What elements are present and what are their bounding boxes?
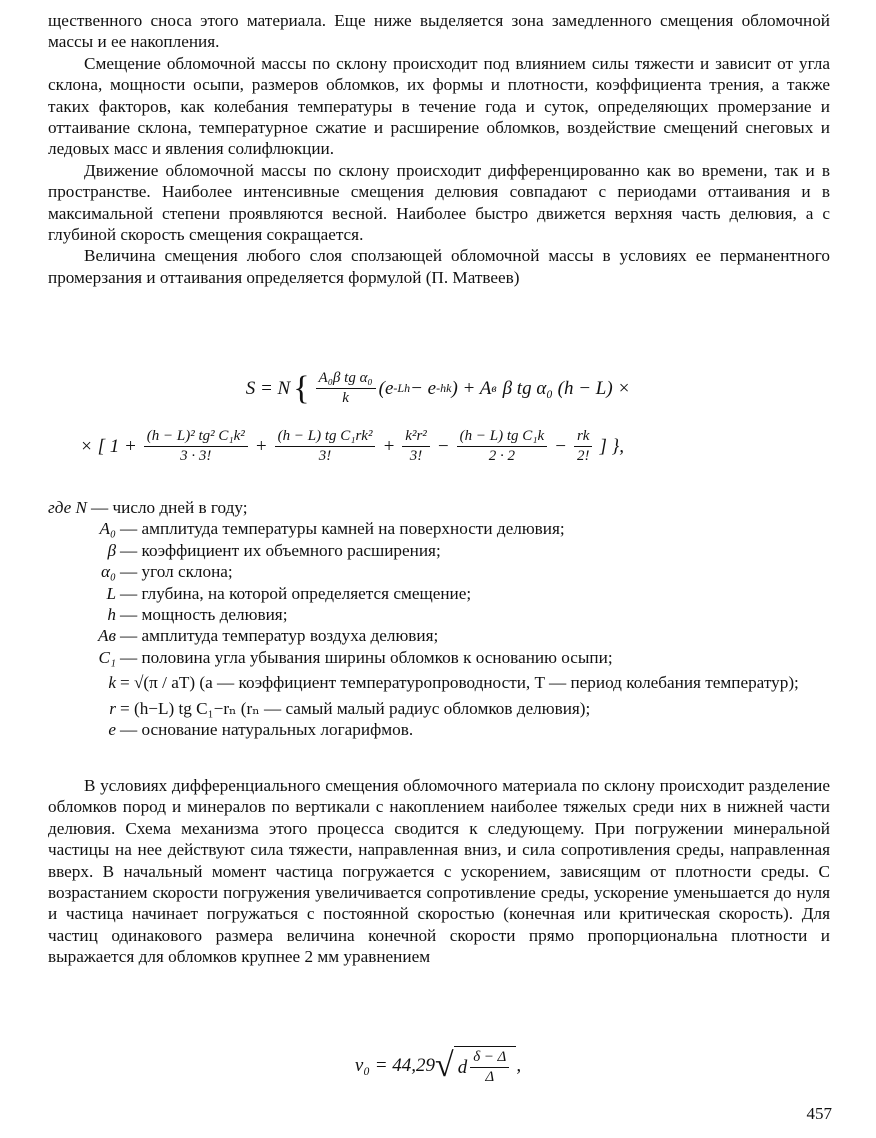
definition-text: — основание натуральных логарифмов.: [120, 720, 414, 740]
definition-row: [48, 561, 838, 582]
page-number: 457: [806, 1104, 832, 1123]
fraction: [144, 428, 248, 465]
definition-symbol: β: [107, 540, 116, 560]
definition-text: = √(π / aT) (a — коэффициент температуропроводности, T — период колебания температур);: [120, 673, 799, 693]
brace-open: {: [293, 369, 310, 407]
definition-symbol: h: [107, 605, 116, 625]
operator: −: [554, 435, 567, 457]
fraction: [402, 428, 430, 465]
numerator: rk: [574, 428, 593, 447]
denominator: Δ: [485, 1069, 495, 1085]
definition-text: — половина угла убывания ширины обломков к основанию осыпи;: [120, 647, 613, 667]
definition-symbol: L: [106, 583, 116, 603]
formula-lhs: S = N: [245, 377, 291, 399]
numerator: (h − L) tg C₁k: [457, 428, 548, 447]
paragraph: Движение обломочной массы по склону происходит дифференцированно как во времени, так и в пространстве. Наиболее интенсивные смещения делювия совпадают с периодами оттаивания и в максимальной степени проявляются весной. Наиболее быстро движется верхняя часть делювия, а с глубиной скорость смещения сокращается.: [48, 160, 830, 245]
numerator: (h − L) tg C₁rk²: [275, 428, 376, 447]
exp-part: (e: [378, 377, 394, 399]
formula-displacement-line2: [80, 428, 800, 465]
numerator: A₀β tg α₀: [316, 370, 376, 389]
definition-row: [48, 497, 838, 518]
definition-text: — угол склона;: [120, 562, 233, 582]
definition-symbol: α₀: [101, 562, 116, 582]
operator: −: [436, 435, 450, 457]
definition-text: = (h−L) tg C₁−rₙ (rₙ — самый малый радиус обломков делювия);: [120, 698, 591, 718]
body-text-top: [48, 10, 830, 288]
definition-row: [48, 625, 838, 646]
square-root: [435, 1046, 516, 1086]
formula-terminal-velocity: [0, 1046, 876, 1086]
fraction: [457, 428, 548, 465]
paragraph: Величина смещения любого слоя сползающей обломочной массы в условиях ее перманентного промерзания и оттаивания определяется формулой (П. Матвеев): [48, 246, 830, 287]
definition-row: [48, 604, 838, 625]
definition-row: [48, 540, 838, 561]
definition-symbol: e: [108, 720, 116, 740]
definition-text: — глубина, на которой определяется смещение;: [120, 583, 472, 603]
definition-symbol: C₁: [98, 647, 116, 667]
definition-row: [48, 719, 838, 740]
bracket-lead: × [ 1 +: [80, 435, 137, 457]
definition-row: [48, 647, 838, 668]
definition-symbol: Aв: [98, 626, 116, 646]
definition-text: — коэффициент их объемного расширения;: [120, 540, 441, 560]
fraction: [574, 428, 593, 465]
formula-end: ,: [516, 1055, 522, 1076]
formula-lhs: v₀ = 44,29: [354, 1055, 436, 1076]
definition-row: [48, 518, 838, 539]
denominator: 3 · 3!: [180, 448, 212, 464]
close-part: ) + A: [451, 377, 492, 399]
numerator: (h − L)² tg² C₁k²: [144, 428, 248, 447]
paragraph: В условиях дифференциального смещения обломочного материала по склону происходит разделение обломков пород и минералов по вертикали с накоплением наиболее тяжелых среди них в нижней части делювия. Схема механизма этого процесса сводится к следующему. При погружении минеральной частицы на нее действуют сила тяжести, направленная вниз, и сила сопротивления среды, направленная вверх. В начальный момент частица погружается с ускорением, зависящим от плотности среды. С возрастанием скорости погружения увеличивается сопротивление среды, ускорение уменьшается до нуля и частица начинает погружаться с постоянной скоростью (конечная или критическая скорость). Для частиц одинакового размера величина конечной скорости прямо пропорциональна плотности и выражается для обломков крупнее 2 мм уравнением: [48, 776, 830, 967]
denominator: 2 · 2: [488, 448, 515, 464]
operator: +: [382, 435, 396, 457]
definition-symbol: k: [108, 673, 116, 693]
definition-symbol: r: [109, 698, 116, 718]
exponent: -Lh: [393, 381, 411, 395]
denominator: 2!: [576, 448, 590, 464]
paragraph: щественного сноса этого материала. Еще ниже выделяется зона замедленного смещения обломочной массы и ее накопления.: [48, 11, 830, 52]
definition-symbol: где N: [48, 498, 87, 517]
symbol-definitions: [48, 497, 838, 740]
operator: +: [254, 435, 268, 457]
definition-row: [48, 698, 838, 719]
radicand-d: d: [457, 1056, 468, 1078]
formula-displacement-line1: [0, 370, 876, 407]
formula-tail: β tg α₀ (h − L) ×: [502, 377, 631, 399]
exponent: -hk: [436, 381, 452, 395]
definition-row: [48, 583, 838, 604]
bracket-end: ] },: [599, 435, 624, 457]
fraction: [316, 370, 376, 407]
numerator: k²r²: [402, 428, 430, 447]
fraction: [275, 428, 376, 465]
radicand: [454, 1046, 517, 1086]
definition-symbol: A₀: [99, 519, 116, 539]
definition-text: — амплитуда температуры камней на поверхности делювия;: [120, 519, 565, 539]
definition-text: — число дней в году;: [91, 498, 248, 517]
paragraph: Смещение обломочной массы по склону происходит под влиянием силы тяжести и зависит от угла склона, мощности осыпи, размеров обломков, их формы и плотности, коэффициента трения, а также таких факторов, как колебания температуры в течение года и суток, определяющих промерзание и оттаивание склона, температурное сжатие и расширение обломков, воздействие смещений снеговых и ледовых масс и явления солифлюкции.: [48, 53, 830, 159]
definition-text: — амплитуда температур воздуха делювия;: [120, 626, 439, 646]
subscript: в: [491, 381, 497, 395]
denominator: 3!: [409, 448, 423, 464]
fraction: [470, 1049, 509, 1086]
denominator: 3!: [318, 448, 332, 464]
exp-minus: − e: [410, 377, 437, 399]
numerator: δ − Δ: [470, 1049, 509, 1068]
denominator: k: [342, 390, 349, 406]
radical-sign-icon: √: [435, 1047, 454, 1084]
definition-row: [48, 672, 838, 693]
definition-text: — мощность делювия;: [120, 605, 288, 625]
